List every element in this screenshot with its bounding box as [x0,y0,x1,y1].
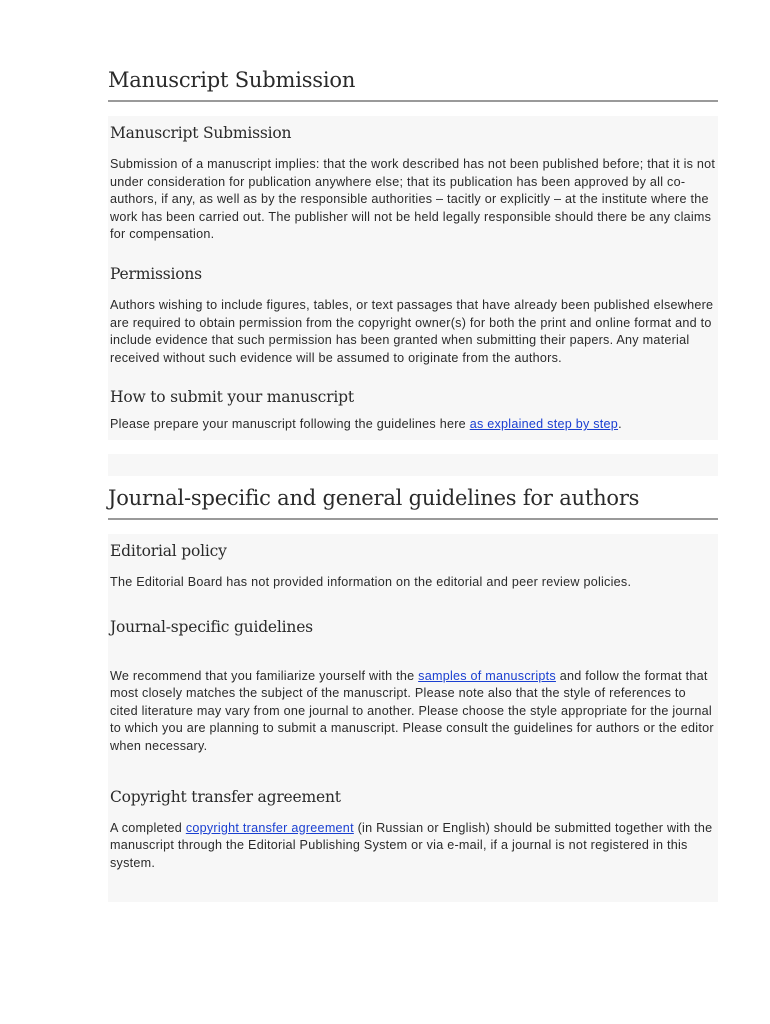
subheading-manuscript-submission: Manuscript Submission [110,124,292,142]
subheading-permissions: Permissions [110,264,202,283]
journal-specific-text-after: and follow the format that most closely matches the subject of the manuscript. Please note also that the style of references to cited literature may vary from one journal to another. Please choose the style appropriate for the journal to which you are planning to submit a manuscript. Please consult the guidelines for authors or the editor when necessary. [110,668,714,753]
copyright-transfer-text [110,820,716,901]
subheading-journal-specific: Journal-specific guidelines [110,617,313,636]
how-to-submit-text-after: . [618,417,622,432]
document-page [108,64,718,902]
manuscript-submission-block [108,116,718,440]
samples-of-manuscripts-link[interactable]: samples of manuscripts [418,668,556,683]
copyright-transfer-text-before: A completed [110,820,186,835]
permissions-text: Authors wishing to include figures, tables, or text passages that have already been published elsewhere are required to obtain permission from the copyright owner(s) for both the print and online format and to include evidence that such permission has been granted when submitting their papers. Any material received without such evidence will be assumed to originate from the authors. [110,297,714,365]
section-gap [108,454,718,476]
how-to-submit-text [110,416,716,438]
copyright-transfer-agreement-link[interactable]: copyright transfer agreement [185,820,354,835]
subheading-how-to-submit: How to submit your manuscript [110,388,354,407]
section-title-manuscript-submission: Manuscript Submission [108,64,718,102]
step-by-step-link[interactable]: as explained step by step [469,417,619,432]
subheading-editorial-policy: Editorial policy [110,541,227,560]
journal-specific-text-before: We recommend that you familiarize yourself with the [110,668,419,683]
manuscript-submission-text: Submission of a manuscript implies: that the work described has not been published before; that it is not under consideration for publication anywhere else; that its publication has been approved by all co-authors, if any, as well as by the responsible authorities – tacitly or explicitly – at the institute where the work has been carried out. The publisher will not be held legally responsible should there be any claims for compensation. [110,157,716,242]
manuscript-submission-section [108,64,718,440]
journal-specific-text [110,668,716,756]
how-to-submit-text-before: Please prepare your manuscript following the guidelines here [110,417,470,432]
copyright-transfer-text-after: (in Russian or English) should be submitted together with the manuscript through the Editorial Publishing System or via e-mail, if a journal is not registered in this system. [110,820,713,870]
subheading-copyright-transfer: Copyright transfer agreement [110,787,341,806]
section-title-guidelines: Journal-specific and general guidelines for authors [108,482,718,520]
guidelines-block [108,534,718,902]
editorial-policy-text: The Editorial Board has not provided information on the editorial and peer review policies. [110,574,632,589]
guidelines-section [108,482,718,902]
